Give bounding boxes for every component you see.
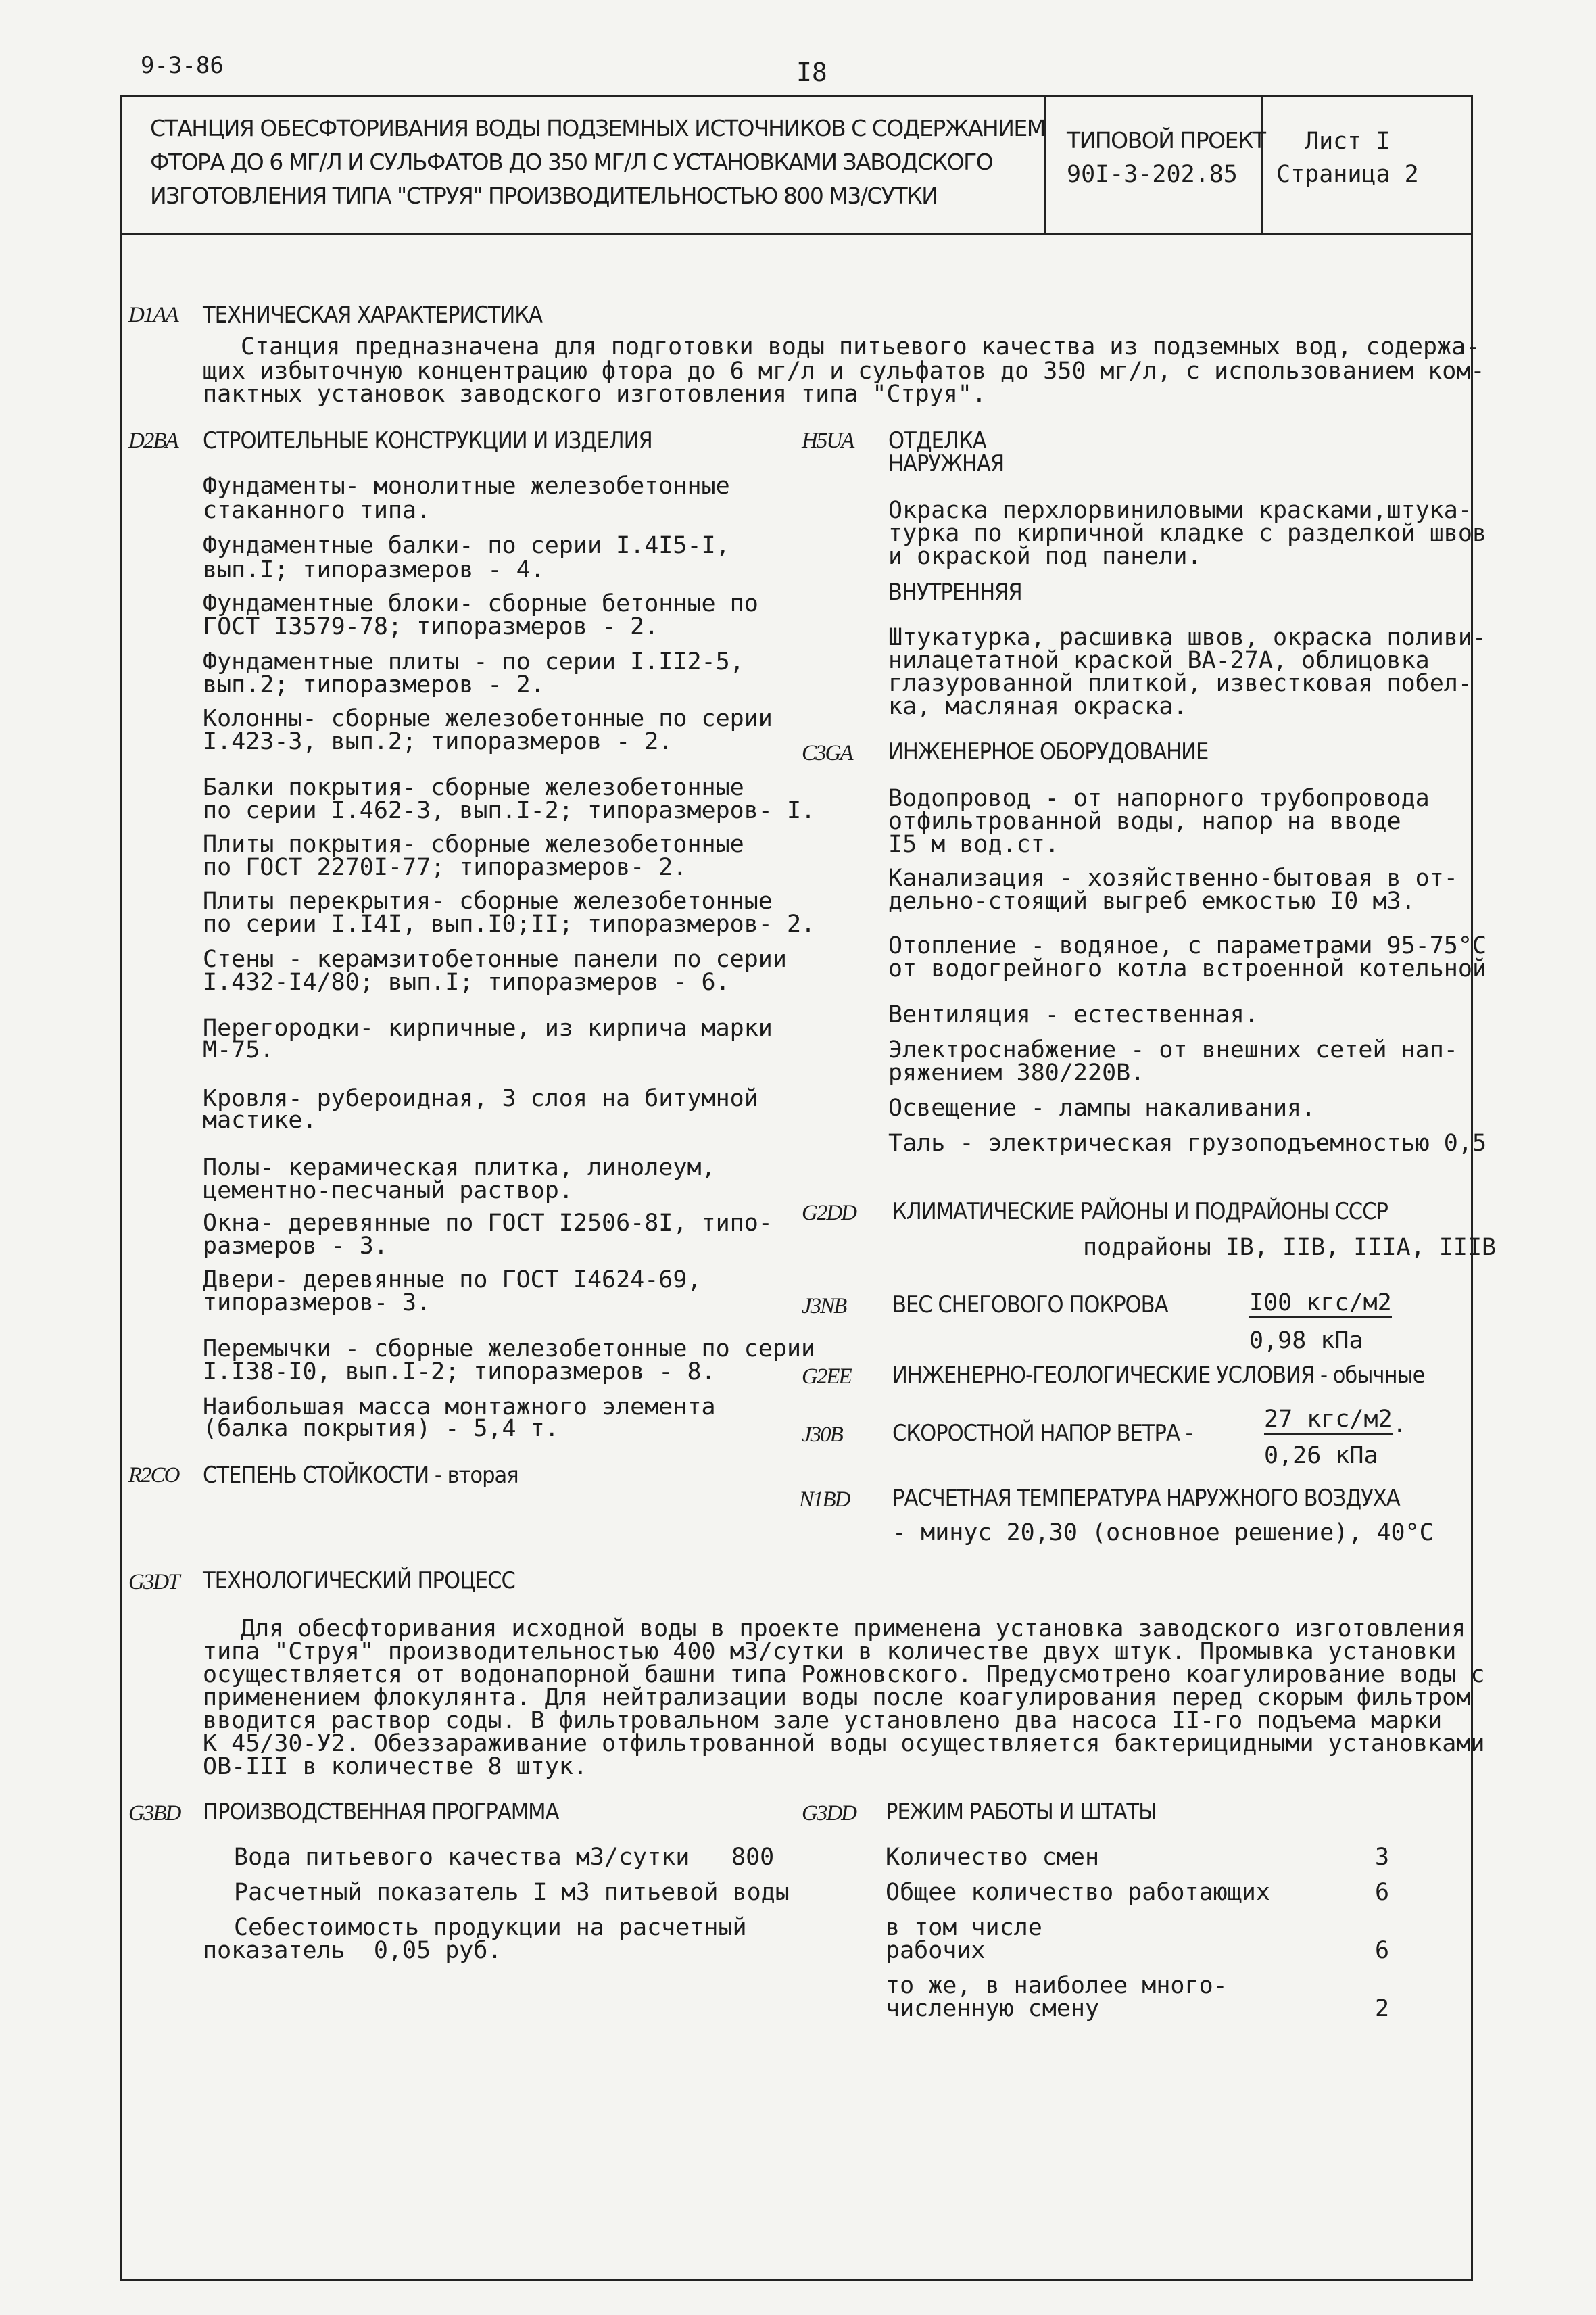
construction-item: Фундаменты- монолитные железобетонные: [203, 473, 730, 500]
construction-item: Окна- деревянные по ГОСТ I2506-8I, типо-: [203, 1210, 773, 1237]
wind-value-1: 27 кгс/м2: [1264, 1408, 1393, 1435]
construction-item: I.432-I4/80; вып.I; типоразмеров - 6.: [203, 969, 730, 996]
construction-item: Плиты покрытия- сборные железобетонные: [203, 831, 744, 858]
finish-code: H5UA: [802, 429, 854, 453]
construction-item: размеров - 3.: [203, 1233, 388, 1260]
wind-label: СКОРОСТНОЙ НАПОР ВЕТРА -: [892, 1420, 1192, 1447]
construction-item: вып.I; типоразмеров - 4.: [203, 556, 545, 583]
finish-inner-line: глазурованной плиткой, известковая побел-: [888, 670, 1472, 697]
climate-value: подрайоны IВ, IIВ, IIIА, IIIВ: [1083, 1234, 1497, 1261]
construction-item: Полы- керамическая плитка, линолеум,: [203, 1154, 716, 1181]
page-number: I8: [796, 57, 827, 87]
date-note: 9-3-86: [141, 52, 224, 79]
construction-item: (балка покрытия) - 5,4 т.: [203, 1415, 559, 1442]
production-heading: ПРОИЗВОДСТВЕННАЯ ПРОГРАММА: [203, 1798, 559, 1825]
staff-incl-label: в том числе: [886, 1914, 1042, 1941]
staff-max-line-1: то же, в наиболее много-: [886, 1972, 1228, 1999]
process-line: применением флокулянта. Для нейтрализации воды после коагулирования перед скорым фильтром: [203, 1684, 1471, 1711]
staff-total-label: Общее количество работающих: [886, 1879, 1270, 1906]
process-line: К 45/30-У2. Обеззараживание отфильтрованной воды осуществляется бактерицидными установками: [203, 1730, 1485, 1757]
construction-item: Кровля- рубероидная, 3 слоя на битумной: [203, 1085, 758, 1112]
construction-item: по ГОСТ 2270I-77; типоразмеров- 2.: [203, 854, 687, 881]
engineering-heading: ИНЖЕНЕРНОЕ ОБОРУДОВАНИЕ: [888, 738, 1209, 765]
engineering-line: Освещение - лампы накаливания.: [888, 1095, 1316, 1122]
engineering-line: Электроснабжение - от внешних сетей нап-: [888, 1036, 1458, 1064]
construction-item: Перегородки- кирпичные, из кирпича марки: [203, 1015, 773, 1042]
header-title-line-2: ФТОРА ДО 6 МГ/Л И СУЛЬФАТОВ ДО 350 МГ/Л С УСТАНОВКАМИ ЗАВОДСКОГО: [150, 149, 993, 175]
constructions-heading: СТРОИТЕЛЬНЫЕ КОНСТРУКЦИИ И ИЗДЕЛИЯ: [203, 427, 652, 454]
staff-heading: РЕЖИМ РАБОТЫ И ШТАТЫ: [886, 1798, 1157, 1825]
project-number: 90I-3-202.85: [1067, 161, 1238, 188]
process-code: G3DT: [128, 1570, 179, 1594]
construction-item: типоразмеров- 3.: [203, 1289, 431, 1316]
construction-item: I.I38-I0, вып.I-2; типоразмеров - 8.: [203, 1358, 716, 1385]
header-title-line-1: СТАНЦИЯ ОБЕСФТОРИВАНИЯ ВОДЫ ПОДЗЕМНЫХ ИСТОЧНИКОВ С СОДЕРЖАНИЕМ: [150, 115, 1045, 141]
durability-code: R2CO: [128, 1463, 179, 1487]
page-label: Страница 2: [1276, 161, 1419, 188]
construction-item: цементно-песчаный раствор.: [203, 1177, 573, 1204]
construction-item: I.423-3, вып.2; типоразмеров - 2.: [203, 728, 673, 755]
finish-outer-line: турка по кирпичной кладке с разделкой швов: [888, 520, 1487, 547]
process-line: типа "Струя" производительностью 400 м3/сутки в количестве двух штук. Промывка установки: [203, 1638, 1457, 1665]
construction-item: Стены - керамзитобетонные панели по серии: [203, 946, 787, 973]
staff-workers-value: 6: [1375, 1937, 1390, 1964]
staff-total-value: 6: [1375, 1879, 1390, 1906]
production-cost-line-2: показатель 0,05 руб.: [203, 1937, 502, 1964]
construction-item: Плиты перекрытия- сборные железобетонные: [203, 888, 773, 915]
staff-code: G3DD: [802, 1801, 856, 1825]
process-line: вводится раствор соды. В фильтровальном зале установлено два насоса II-го подъема марки: [203, 1707, 1443, 1734]
tech-line-2: щих избыточную концентрацию фтора до 6 мг/л и сульфатов до 350 мг/л, с использованием ком-: [203, 358, 1485, 385]
construction-item: вып.2; типоразмеров - 2.: [203, 671, 545, 698]
temperature-heading: РАСЧЕТНАЯ ТЕМПЕРАТУРА НАРУЖНОГО ВОЗДУХА: [892, 1485, 1400, 1512]
geology-code: G2EE: [802, 1364, 851, 1389]
tech-heading: ТЕХНИЧЕСКАЯ ХАРАКТЕРИСТИКА: [203, 302, 542, 329]
temperature-value: - минус 20,30 (основное решение), 40°С: [892, 1519, 1434, 1546]
climate-heading: КЛИМАТИЧЕСКИЕ РАЙОНЫ И ПОДРАЙОНЫ СССР: [892, 1198, 1388, 1225]
engineering-line: от водогрейного котла встроенной котельной: [888, 955, 1487, 982]
finish-outer-line: и окраской под панели.: [888, 543, 1202, 570]
construction-item: Балки покрытия- сборные железобетонные: [203, 774, 744, 801]
tech-code: D1AA: [128, 303, 178, 327]
production-water-label: Вода питьевого качества м3/сутки: [234, 1844, 690, 1871]
snow-label: ВЕС СНЕГОВОГО ПОКРОВА: [892, 1291, 1168, 1318]
finish-outer-label: НАРУЖНАЯ: [888, 450, 1005, 477]
snow-value-2: 0,98 кПа: [1249, 1327, 1363, 1354]
header-title-line-3: ИЗГОТОВЛЕНИЯ ТИПА "СТРУЯ" ПРОИЗВОДИТЕЛЬНОСТЬЮ 800 М3/СУТКИ: [150, 183, 938, 209]
construction-item: Фундаментные блоки- сборные бетонные по: [203, 590, 758, 617]
temperature-code: N1BD: [799, 1487, 850, 1512]
engineering-line: I5 м вод.ст.: [888, 831, 1059, 858]
construction-item: Фундаментные плиты - по серии I.II2-5,: [203, 648, 744, 675]
durability-text: СТЕПЕНЬ СТОЙКОСТИ - вторая: [203, 1462, 518, 1489]
project-label: ТИПОВОЙ ПРОЕКТ: [1067, 127, 1265, 153]
construction-item: по серии I.I4I, вып.I0;II; типоразмеров- 2.: [203, 911, 816, 938]
engineering-line: дельно-стоящий выгреб емкостью I0 м3.: [888, 888, 1416, 915]
geology-text: ИНЖЕНЕРНО-ГЕОЛОГИЧЕСКИЕ УСЛОВИЯ - обычные: [892, 1362, 1425, 1389]
process-heading: ТЕХНОЛОГИЧЕСКИЙ ПРОЦЕСС: [203, 1567, 515, 1594]
construction-item: М-75.: [203, 1036, 274, 1064]
snow-value-1: I00 кгс/м2: [1249, 1291, 1392, 1318]
engineering-line: Канализация - хозяйственно-бытовая в от-: [888, 865, 1458, 892]
process-line: осуществляется от водонапорной башни типа Рожновского. Предусмотрено коагулирование воды с: [203, 1661, 1485, 1688]
finish-heading: ОТДЕЛКА: [888, 427, 986, 454]
construction-item: ГОСТ I3579-78; типоразмеров - 2.: [203, 613, 659, 640]
construction-item: Наибольшая масса монтажного элемента: [203, 1393, 716, 1421]
snow-code: J3NB: [802, 1294, 846, 1318]
tech-line-1: Станция предназначена для подготовки воды питьевого качества из подземных вод, содержа-: [241, 333, 1480, 360]
construction-item: мастике.: [203, 1107, 317, 1134]
finish-inner-label: ВНУТРЕННЯЯ: [888, 579, 1022, 606]
process-line: Для обесфторивания исходной воды в проекте применена установка заводского изготовления: [241, 1615, 1466, 1642]
engineering-line: Таль - электрическая грузоподъемностью 0,5: [888, 1130, 1487, 1157]
staff-workers-label: рабочих: [886, 1937, 986, 1964]
production-indicator: Расчетный показатель I м3 питьевой воды: [234, 1879, 790, 1906]
wind-dot: .: [1393, 1411, 1407, 1438]
wind-code: J30B: [802, 1423, 842, 1447]
engineering-line: Отопление - водяное, с параметрами 95-75°С: [888, 932, 1487, 959]
construction-item: Двери- деревянные по ГОСТ I4624-69,: [203, 1266, 702, 1293]
construction-item: по серии I.462-3, вып.I-2; типоразмеров- I.: [203, 797, 816, 824]
process-line: ОВ-III в количестве 8 штук.: [203, 1753, 587, 1780]
production-code: G3BD: [128, 1801, 180, 1825]
tech-line-3: пактных установок заводского изготовления типа "Струя".: [203, 381, 986, 408]
wind-value-2: 0,26 кПа: [1264, 1442, 1378, 1469]
finish-inner-line: нилацетатной краской ВА-27А, облицовка: [888, 647, 1430, 674]
staff-shifts-label: Количество смен: [886, 1844, 1100, 1871]
production-water-value: 800: [731, 1844, 775, 1871]
constructions-code: D2BA: [128, 429, 178, 453]
staff-max-line-2: численную смену: [886, 1995, 1100, 2022]
climate-code: G2DD: [802, 1201, 856, 1225]
finish-outer-line: Окраска перхлорвиниловыми красками,штука-: [888, 497, 1472, 524]
construction-item: Колонны- сборные железобетонные по серии: [203, 705, 773, 732]
construction-item: Фундаментные балки- по серии I.4I5-I,: [203, 532, 730, 559]
staff-shifts-value: 3: [1375, 1844, 1390, 1871]
staff-max-value: 2: [1375, 1995, 1390, 2022]
finish-inner-line: ка, масляная окраска.: [888, 693, 1188, 720]
header-bottom-rule: [120, 233, 1471, 235]
engineering-line: ряжением 380/220В.: [888, 1059, 1145, 1087]
engineering-line: отфильтрованной воды, напор на вводе: [888, 808, 1401, 835]
construction-item: стаканного типа.: [203, 497, 431, 524]
finish-inner-line: Штукатурка, расшивка швов, окраска поливи-: [888, 624, 1487, 651]
engineering-code: C3GA: [802, 741, 852, 765]
sheet-label: Лист I: [1305, 128, 1391, 155]
engineering-line: Вентиляция - естественная.: [888, 1001, 1259, 1028]
construction-item: Перемычки - сборные железобетонные по серии: [203, 1335, 816, 1362]
engineering-line: Водопровод - от напорного трубопровода: [888, 785, 1430, 812]
production-cost-line-1: Себестоимость продукции на расчетный: [234, 1914, 747, 1941]
header-divider-2: [1261, 95, 1263, 233]
